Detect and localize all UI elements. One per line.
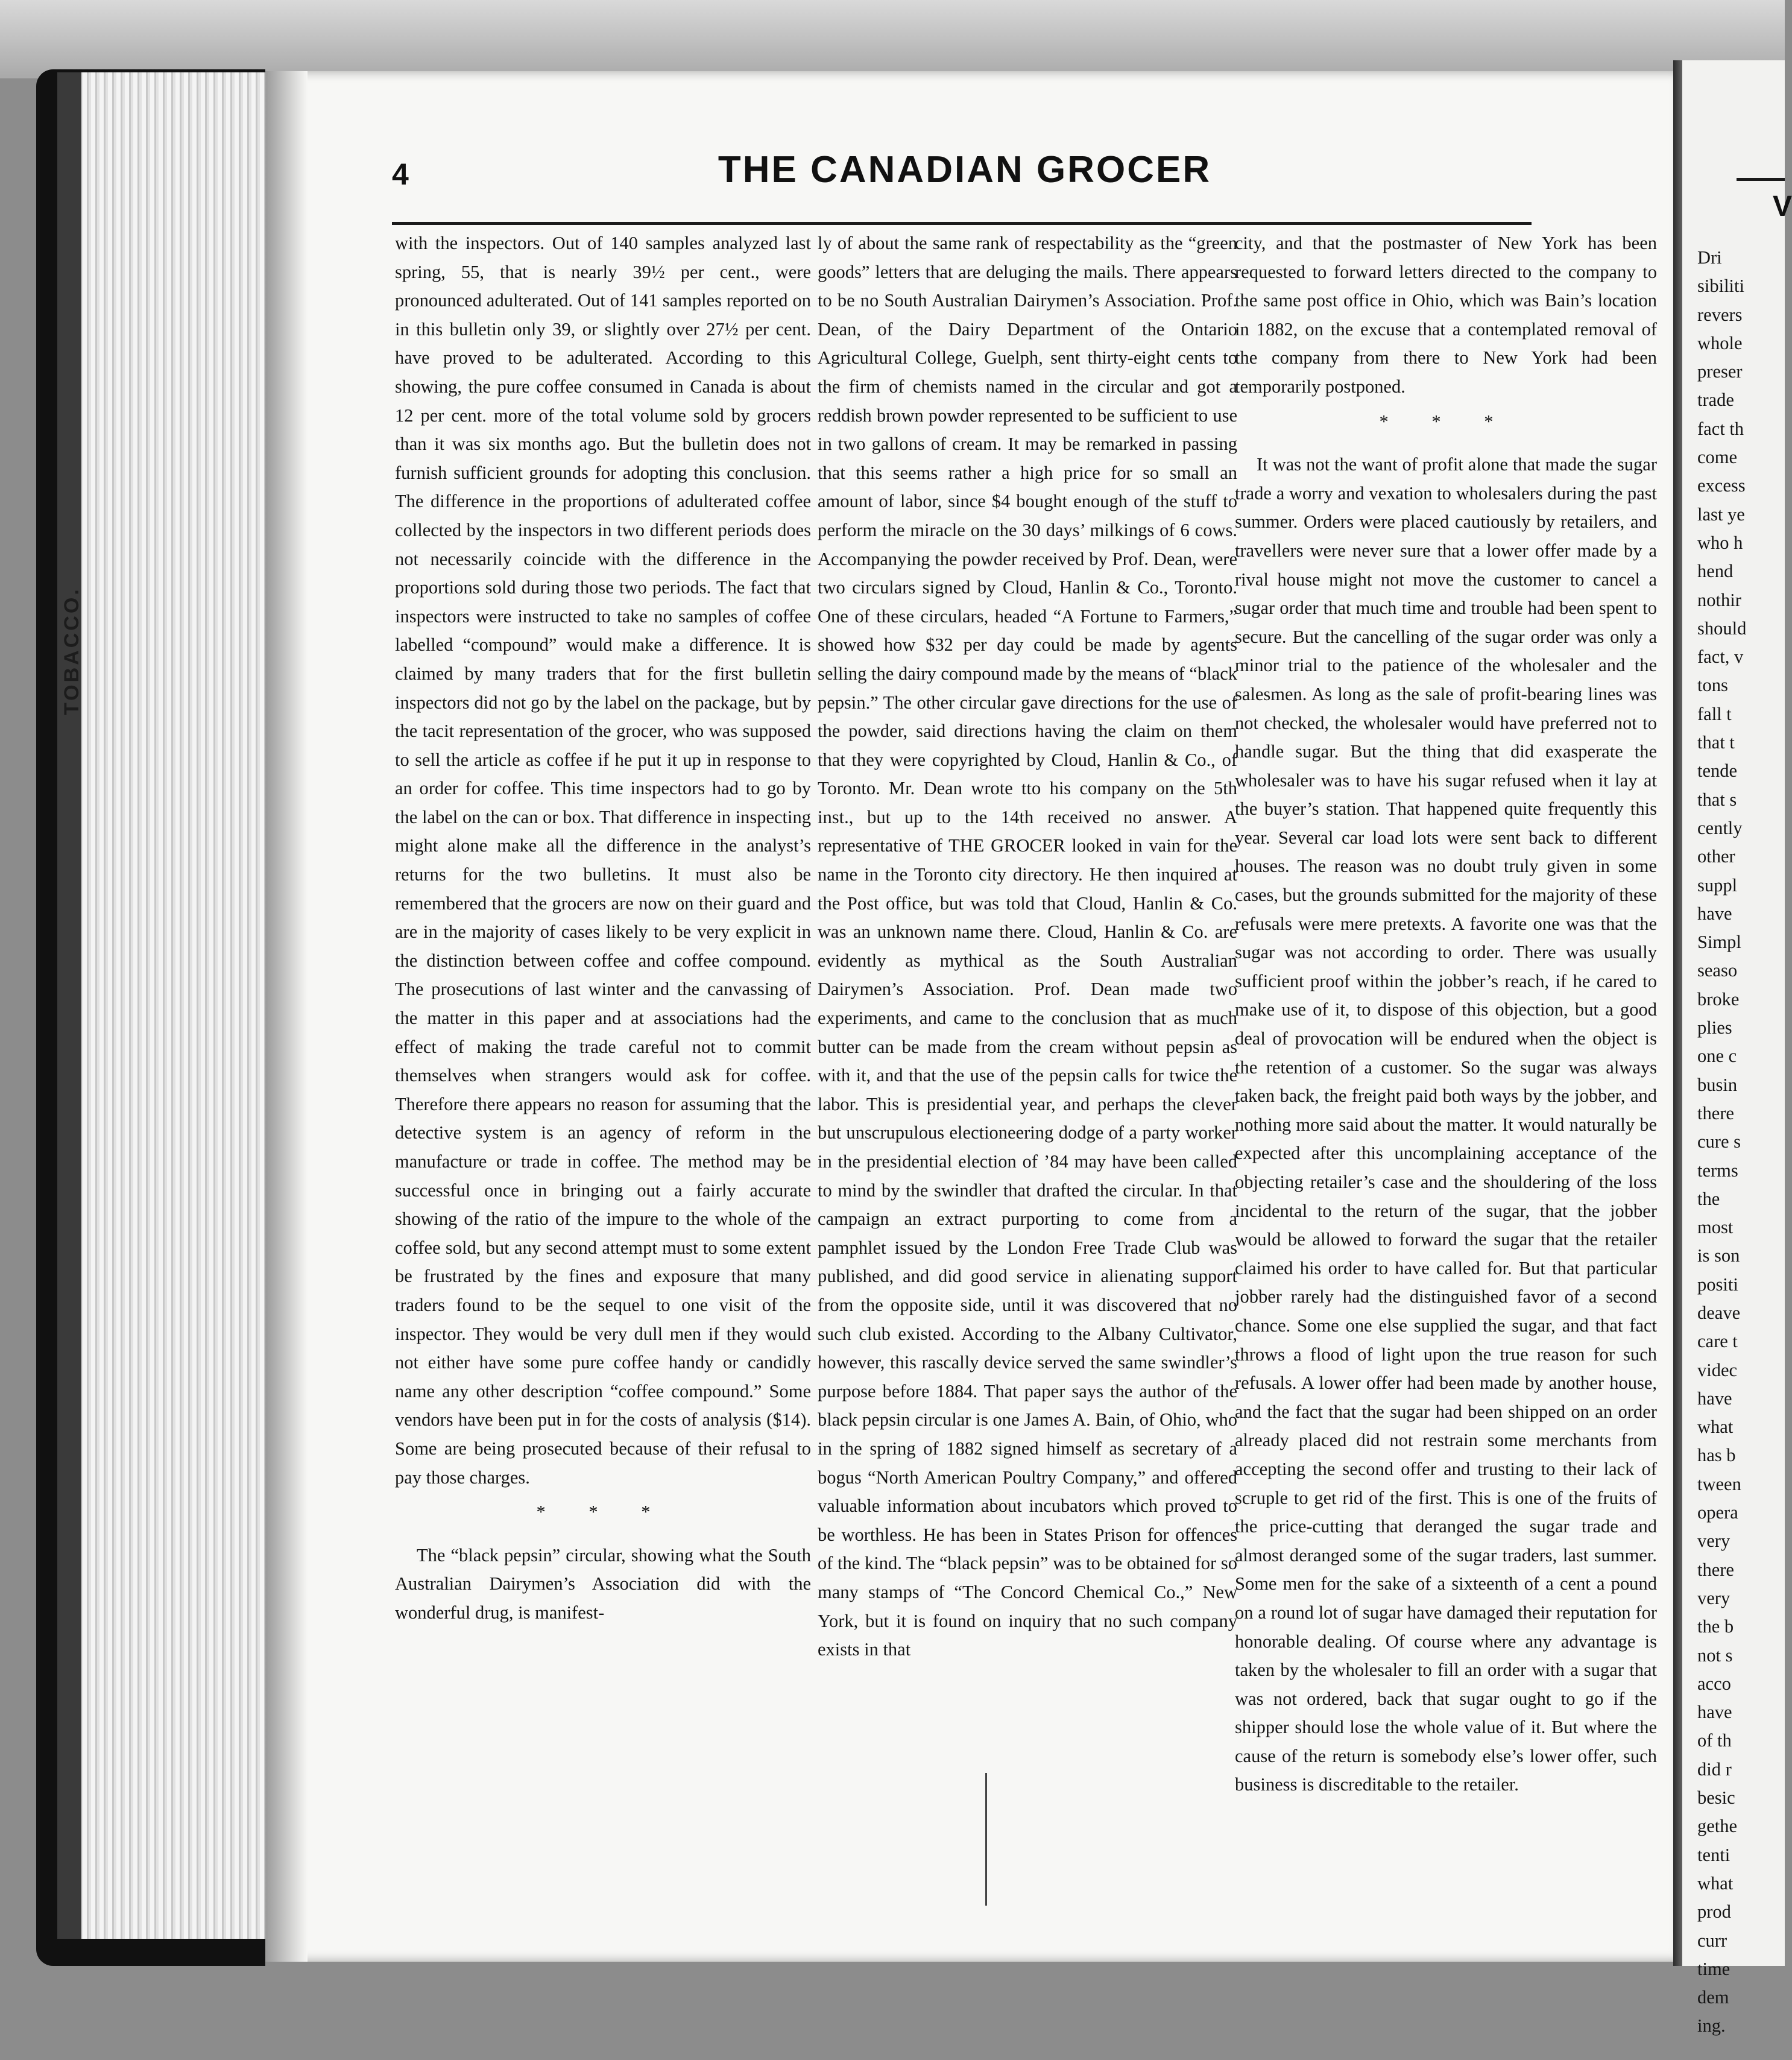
column-2 [818, 229, 1237, 1664]
adjacent-page-line: there [1697, 1102, 1734, 1123]
adjacent-page-line: broke [1697, 988, 1740, 1009]
adjacent-page-line: positi [1697, 1274, 1738, 1295]
adjacent-page-rule [1737, 178, 1785, 181]
adjacent-page-line: have [1697, 903, 1732, 924]
adjacent-page-line: is son [1697, 1245, 1740, 1266]
adjacent-page-line: besic [1697, 1787, 1735, 1809]
adjacent-page-line: terms [1697, 1160, 1738, 1181]
binding-edge [57, 72, 81, 1939]
adjacent-page-line: Simpl [1697, 932, 1741, 953]
adjacent-page-line: hend [1697, 561, 1734, 582]
adjacent-page-line: trade [1697, 390, 1734, 411]
adjacent-page-line: the b [1697, 1616, 1734, 1637]
adjacent-page-line: that s [1697, 789, 1737, 810]
adjacent-page-line: what [1697, 1872, 1734, 1894]
adjacent-page-line: other [1697, 846, 1735, 867]
section-divider-stars: * * * [1379, 411, 1513, 432]
adjacent-page-line: acco [1697, 1673, 1731, 1694]
page-number: 4 [392, 157, 409, 191]
gutter-shadow [265, 71, 308, 1962]
adjacent-page-line: not s [1697, 1645, 1733, 1666]
adjacent-page-line: what [1697, 1417, 1734, 1438]
adjacent-page-line: Dri [1697, 247, 1722, 268]
adjacent-page-line: fall t [1697, 703, 1732, 724]
adjacent-page-line: cure s [1697, 1131, 1741, 1152]
masthead: THE CANADIAN GROCER [718, 149, 1212, 191]
adjacent-page-line: tween [1697, 1473, 1741, 1494]
adjacent-page-line: whole [1697, 332, 1743, 353]
adjacent-page-line: of th [1697, 1730, 1732, 1751]
adjacent-page-line: tons [1697, 675, 1728, 696]
page-edges [57, 72, 268, 1939]
adjacent-page-line: suppl [1697, 874, 1738, 896]
adjacent-page-line: who h [1697, 532, 1743, 553]
adjacent-page-line: have [1697, 1388, 1732, 1409]
background-top [0, 0, 1785, 78]
adjacent-page-line: prod [1697, 1901, 1731, 1923]
spine-label: TOBACCO. [60, 587, 83, 716]
adjacent-page-line: time [1697, 1958, 1730, 1979]
adjacent-page-header: V [1773, 191, 1792, 223]
column-3-paragraph-1: city, and that the postmaster of New York has been requested to forward letters directed to the company to the same post office in Ohio, which was Bain’s location in 1882, on the excuse that a contemplated removal of the company from there to New York had been temporarily postponed. [1235, 233, 1657, 397]
adjacent-page-line: gethe [1697, 1816, 1738, 1837]
adjacent-page-line: ing. [1697, 2015, 1726, 2036]
adjacent-page-line: busin [1697, 1074, 1738, 1095]
adjacent-page-line: cently [1697, 817, 1743, 838]
column-3-paragraph-2: It was not the want of profit alone that made the sugar trade a worry and vexation to wholesalers during the past summer. Orders were placed cautiously by retailers, and travellers were never sure that a lower offer made by a rival house might not move the customer to cancel a sugar order that much time and trouble had been spent to secure. But the cancelling of the sugar order was only a minor trial to the patience of the wholesaler and the salesmen. As long as the sale of profit-bearing lines was not checked, the wholesaler would have preferred not to handle sugar. But the thing that did exasperate the wholesaler was to have his sugar refused when it lay at the buyer’s station. That happened quite frequently this year. Several car load lots were sent back to different houses. The reason was no doubt truly given in some cases, but the grounds submitted for the majority of these refusals were mere pretexts. A favorite one was that the sugar was not according to order. There was usually sufficient proof within the jobber’s reach, if he cared to make use of it, to dispose of this objection, but a good deal of provocation will be endured when the object is the retention of a customer. So the sugar was always taken back, the freight paid both ways by the jobber, and nothing more said about the matter. It would naturally be expected after this uncomplaining acceptance of the objecting retailer’s case and the shouldering of the loss incidental to the return of the sugar, that the jobber would be allowed to forward the sugar that the retailer claimed his order to have called for. But that particular jobber rarely had the distinguished favor of a second chance. Some one else supplied the sugar, and that fact throws a flood of light upon the true reason for such refusals. A lower offer had been made by another house, and the fact that the sugar had been shipped on an order already placed did not restrain some merchants from accepting the second offer and trusting to their lack of scruple to get rid of the first. This is one of the fruits of the price-cutting that deranged the sugar trade and almost deranged some of the sugar traders, last summer. Some men for the sake of a sixteenth of a cent a pound on a round lot of sugar have damaged their reputation for honorable dealing. Of course where any advantage is taken by the wholesaler to fill an order with a sugar that was not ordered, back that sugar ought to go if the shipper should lose the whole value of it. But where the cause of the return is somebody else’s lower offer, such business is discreditable to the retailer. [1235, 454, 1657, 1795]
adjacent-page-line: come [1697, 447, 1738, 468]
column-1 [395, 229, 811, 1628]
adjacent-page-line: nothir [1697, 589, 1741, 610]
adjacent-page-line: last ye [1697, 504, 1745, 525]
adjacent-page-line: one c [1697, 1046, 1737, 1067]
adjacent-page-line: the [1697, 1188, 1720, 1209]
adjacent-page-line: tende [1697, 760, 1738, 782]
adjacent-page-line: very [1697, 1587, 1730, 1608]
adjacent-page-line: fact, v [1697, 646, 1744, 668]
adjacent-page-line: plies [1697, 1017, 1732, 1038]
adjacent-page-line: deave [1697, 1302, 1741, 1323]
adjacent-page-line: preser [1697, 361, 1743, 382]
adjacent-page-line: very [1697, 1531, 1730, 1552]
section-divider-stars: * * * [536, 1502, 670, 1523]
adjacent-page-line: seaso [1697, 960, 1738, 981]
adjacent-page-text [1697, 244, 1788, 2041]
adjacent-page-line: care t [1697, 1331, 1738, 1352]
adjacent-page-line: has b [1697, 1445, 1736, 1466]
adjacent-page-line: did r [1697, 1758, 1732, 1780]
adjacent-page-line: dem [1697, 1987, 1729, 2008]
header-rule [392, 222, 1532, 225]
column-1-paragraph-1: with the inspectors. Out of 140 samples analyzed last spring, 55, that is nearly 39½ per cent., were pronounced adulterated. Out of 141 samples reported on in this bulletin only 39, or slightly over 27½ per cent. have proved to be adulterated. According to this showing, the pure coffee consumed in Canada is about 12 per cent. more of the total volume sold by grocers than it was six months ago. But the bulletin does not furnish sufficient grounds for adopting this conclusion. The difference in the proportions of adulterated coffee collected by the inspectors in two different periods does not necessarily coincide with the difference in the proportions sold during those two periods. The fact that inspectors were instructed to take no samples of coffee labelled “compound” would make a difference. It is claimed by many traders that for the first bulletin inspectors did not go by the label on the package, but by the tacit representation of the grocer, who was supposed to sell the article as coffee if he put it up in response to an order for coffee. This time inspectors had to go by the label on the can or box. That difference in inspecting might alone make all the difference in the analyst’s returns for the two bulletins. It must also be remembered that the grocers are now on their guard and are in the majority of cases likely to be very explicit in the distinction between coffee and coffee compound. The prosecutions of last winter and the canvassing of the matter in this paper and at associations had the effect of making the trade careful not to commit themselves when strangers would ask for coffee. Therefore there appears no reason for assuming that the detective system is an agency of reform in the manufacture or trade in coffee. The method may be successful once in bringing out a fairly accurate showing of the ratio of the impure to the whole of the coffee sold, but any second attempt must to some extent be frustrated by the fines and exposure that many traders found to be the sequel to one visit of the inspector. They would be very dull men if they would not either have some pure coffee handy or candidly name any other description “coffee compound.” Some vendors have been put in for the costs of analysis ($14). Some are being prosecuted because of their refusal to pay those charges. [395, 233, 811, 1488]
column-3 [1235, 229, 1657, 1799]
adjacent-page-line: fact th [1697, 418, 1744, 439]
adjacent-page-line: curr [1697, 1930, 1727, 1951]
adjacent-page-line: revers [1697, 304, 1743, 325]
adjacent-page-line: that t [1697, 732, 1735, 753]
column-2-paragraph-1: ly of about the same rank of respectability as the “green goods” letters that are deluging the mails. There appears to be no South Australian Dairymen’s Association. Prof. Dean, of the Dairy Department of the Ontario Agricultural College, Guelph, sent thirty-eight cents to the firm of chemists named in the circular and got a reddish brown powder represented to be sufficient to use in two gallons of cream. It may be remarked in passing that this seems rather a high price for so small an amount of labor, since $4 bought enough of the stuff to perform the miracle on the 30 days’ milkings of 6 cows. Accompanying the powder received by Prof. Dean, were two circulars signed by Cloud, Hanlin & Co., Toronto. One of these circulars, headed “A Fortune to Farmers,” showed how $32 per day could be made by agents selling the dairy compound made by the means of “black pepsin.” The other circular gave directions for the use of the powder, said directions having the claim on them that they were copyrighted by Cloud, Hanlin & Co., of Toronto. Mr. Dean wrote tto his company on the 5th inst., but up to the 14th received no answer. A representative of THE GROCER looked in vain for the name in the Toronto city directory. He then inquired at the Post office, but was told that Cloud, Hanlin & Co. was an unknown name there. Cloud, Hanlin & Co. are evidently as mythical as the South Australian Dairymen’s Association. Prof. Dean made two experiments, and came to the conclusion that as much butter can be made from the cream without pepsin as with it, and that the use of the pepsin calls for twice the labor. This is presidential year, and perhaps the clever but unscrupulous electioneering dodge of a party worker in the presidential election of ’84 may have been called to mind by the swindler that drafted the circular. In that campaign an extract purporting to come from a pamphlet issued by the London Free Trade Club was published, and did good service in alienating support from the opposite side, until it was discovered that no such club existed. According to the Albany Cultivator, however, this rascally device served the same swindler’s purpose before 1884. That paper says the author of the black pepsin circular is one James A. Bain, of Ohio, who in the spring of 1882 signed himself as secretary of a bogus “North American Poultry Company,” and offered valuable information about incubators which proved to be worthless. He has been in States Prison for offences of the kind. The “black pepsin” was to be obtained for so many stamps of “The Concord Chemical Co.,” New York, but it is found on inquiry that no such company exists in that [818, 233, 1237, 1660]
adjacent-page-line: excess [1697, 475, 1746, 496]
adjacent-page-line: opera [1697, 1502, 1738, 1523]
page-header [392, 145, 1538, 217]
adjacent-page-line: most [1697, 1217, 1734, 1238]
adjacent-page-line: tenti [1697, 1844, 1730, 1865]
adjacent-page-line: have [1697, 1702, 1732, 1723]
adjacent-page-line: videc [1697, 1359, 1738, 1380]
column-1-paragraph-2: The “black pepsin” circular, showing what the South Australian Dairymen’s Association did with the wonderful drug, is manifest- [395, 1544, 811, 1623]
column-divider [985, 1773, 987, 1906]
adjacent-page-line: sibiliti [1697, 276, 1744, 297]
adjacent-page-line: there [1697, 1559, 1734, 1580]
adjacent-page-line: should [1697, 618, 1747, 639]
